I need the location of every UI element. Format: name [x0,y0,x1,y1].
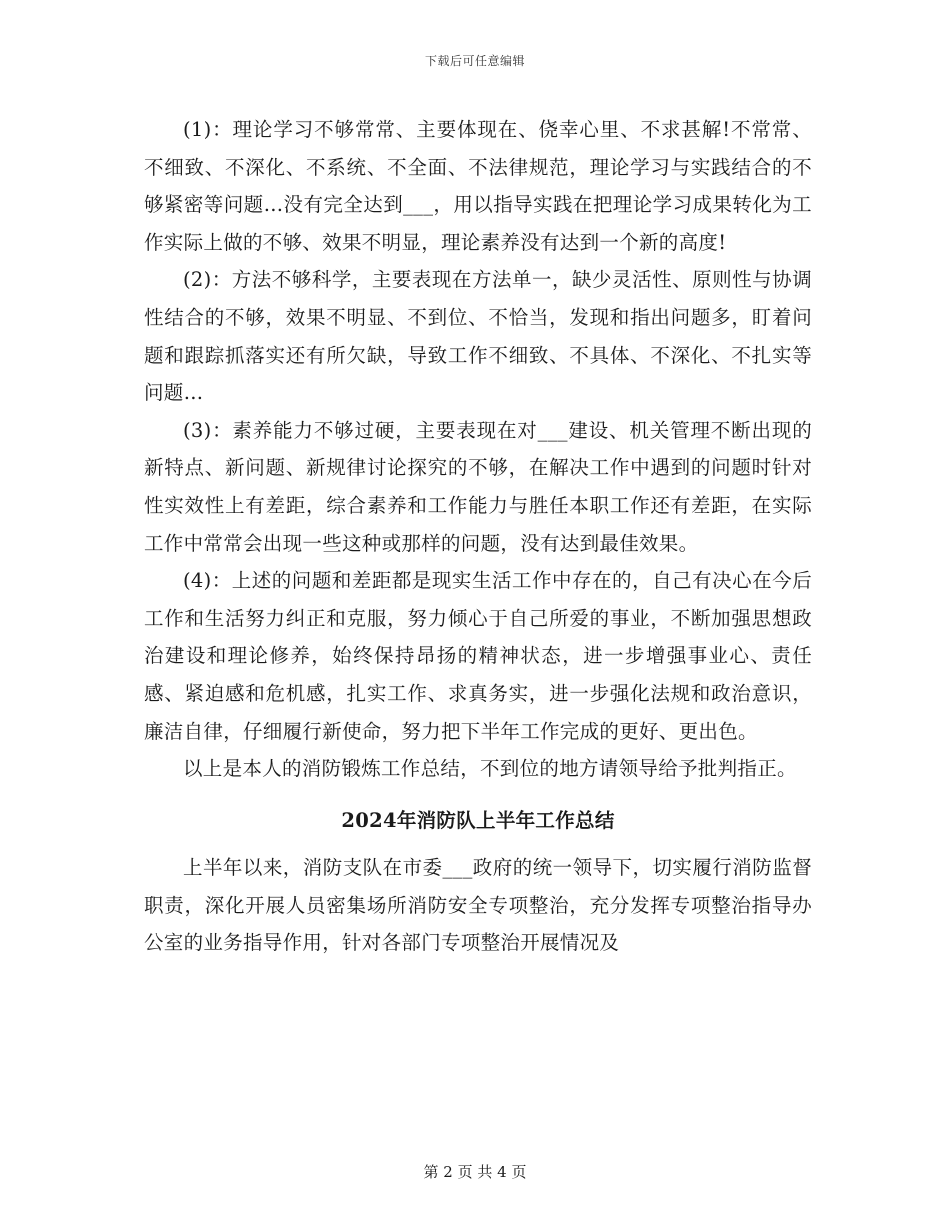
paragraph-item-4: (4)：上述的问题和差距都是现实生活工作中存在的，自己有决心在今后工作和生活努力纠正和克服，努力倾心于自己所爱的事业，不断加强思想政治建设和理论修养，始终保持昂扬的精神状态，进一步增强事业心、责任感、紧迫感和危机感，扎实工作、求真务实，进一步强化法规和政治意识，廉洁自律，仔细履行新使命，努力把下半年工作完成的更好、更出色。 [144,569,812,743]
paragraph-item-2: (2)：方法不够科学，主要表现在方法单一，缺少灵活性、原则性与协调性结合的不够，效果不明显、不到位、不恰当，发现和指出问题多，盯着问题和跟踪抓落实还有所欠缺，导致工作不细致、不具体、不深化、不扎实等问题… [144,268,812,405]
paragraph-item-3: (3)：素养能力不够过硬，主要表现在对___建设、机关管理不断出现的新特点、新问题、新规律讨论探究的不够，在解决工作中遇到的问题时针对性实效性上有差距，综合素养和工作能力与胜任本职工作还有差距，在实际工作中常常会出现一些这种或那样的问题，没有达到最佳效果。 [144,418,812,555]
closing-paragraph: 以上是本人的消防锻炼工作总结，不到位的地方请领导给予批判指正。 [183,757,797,781]
page-number: 第 2 页 共 4 页 [423,1163,527,1181]
section-paragraph: 上半年以来，消防支队在市委___政府的统一领导下，切实履行消防监督职责，深化开展人员密集场所消防安全专项整治，充分发挥专项整治指导办公室的业务指导作用，针对各部门专项整治开展情况及 [144,856,812,955]
paragraph-item-1: (1)：理论学习不够常常、主要体现在、侥幸心里、不求甚解!不常常、不细致、不深化、不系统、不全面、不法律规范，理论学习与实践结合的不够紧密等问题…没有完全达到___，用以指导实践在把理论学习成果转化为工作实际上做的不够、效果不明显，理论素养没有达到一个新的高度! [144,118,812,254]
page-header: 下载后可任意编辑 [424,54,525,68]
document-body [144,111,812,962]
section-title: 2024年消防队上半年工作总结 [341,808,615,832]
